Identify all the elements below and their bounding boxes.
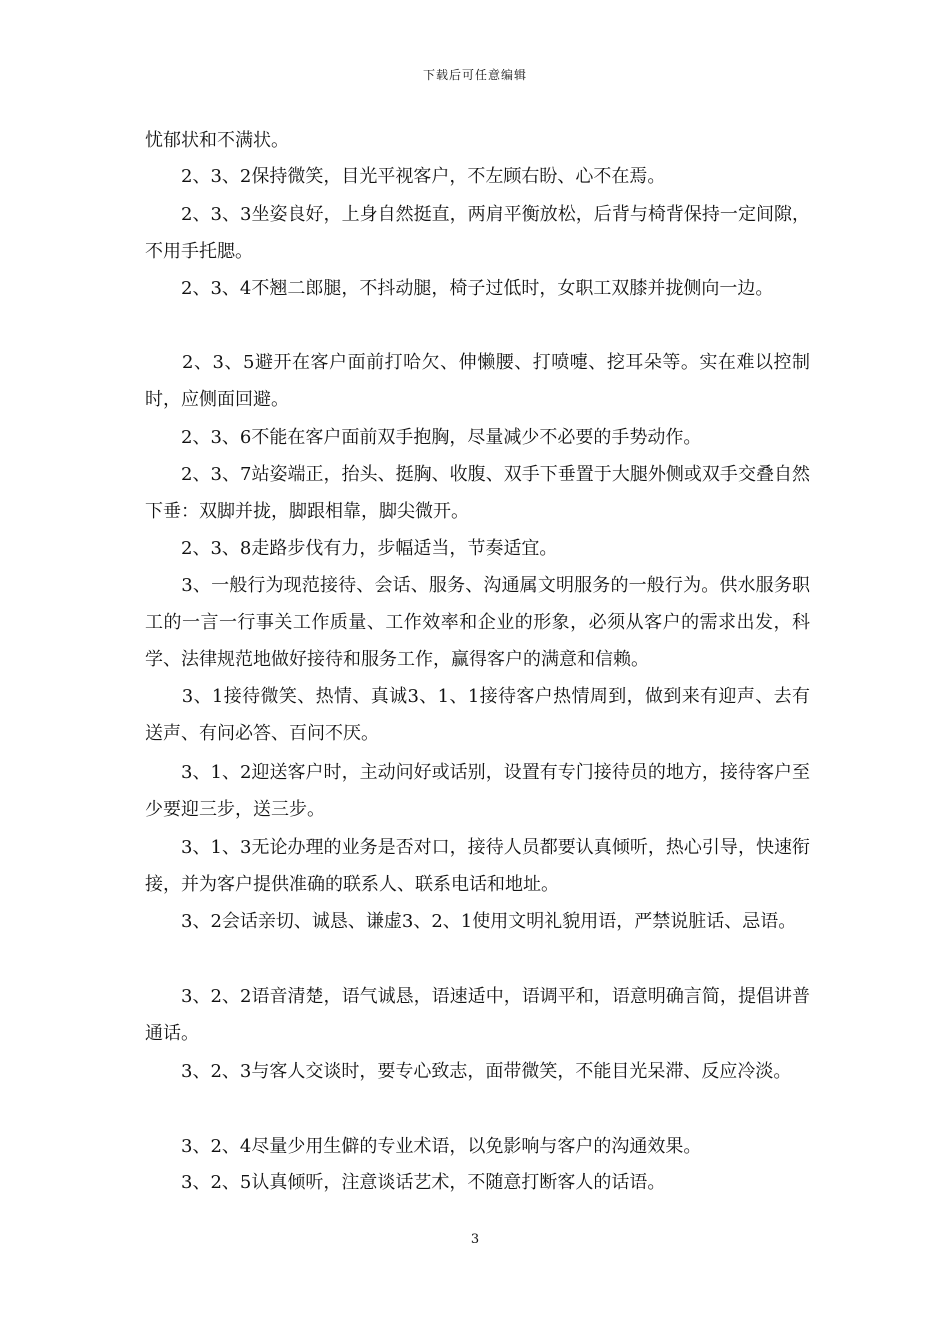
paragraph: 3、2、5认真倾听，注意谈话艺术，不随意打断客人的话语。 [145, 1172, 666, 1193]
paragraph: 2、3、3坐姿良好，上身自然挺直，两肩平衡放松，后背与椅背保持一定间隙，不用手托腮。 [145, 204, 810, 262]
paragraph: 2、3、4不翘二郎腿，不抖动腿，椅子过低时，女职工双膝并拢侧向一边。 [145, 278, 774, 299]
paragraph: 3、2会话亲切、诚恳、谦虚3、2、1使用文明礼貌用语，严禁说脏话、忌语。 [145, 911, 797, 932]
paragraph: 3、2、2语音清楚，语气诚恳，语速适中，语调平和，语意明确言简，提倡讲普通话。 [145, 986, 810, 1044]
paragraph: 忧郁状和不满状。 [145, 130, 289, 151]
paragraph: 2、3、2保持微笑，目光平视客户，不左顾右盼、心不在焉。 [145, 166, 666, 187]
page-number: 3 [470, 1232, 480, 1247]
paragraph: 2、3、7站姿端正，抬头、挺胸、收腹、双手下垂置于大腿外侧或双手交叠自然下垂：双脚并拢，脚跟相靠，脚尖微开。 [145, 464, 810, 522]
paragraph: 3、1接待微笑、热情、真诚3、1、1接待客户热情周到，做到来有迎声、去有送声、有问必答、百问不厌。 [145, 686, 810, 744]
paragraph: 3、2、4尽量少用生僻的专业术语，以免影响与客户的沟通效果。 [145, 1136, 702, 1157]
paragraph: 3、1、3无论办理的业务是否对口，接待人员都要认真倾听，热心引导，快速衔接，并为客户提供准确的联系人、联系电话和地址。 [145, 837, 810, 895]
paragraph: 3、一般行为现范接待、会话、服务、沟通属文明服务的一般行为。供水服务职工的一言一行事关工作质量、工作效率和企业的形象，必须从客户的需求出发，科学、法律规范地做好接待和服务工作，赢得客户的满意和信赖。 [145, 575, 810, 670]
paragraph: 2、3、6不能在客户面前双手抱胸，尽量减少不必要的手势动作。 [145, 427, 702, 448]
paragraph: 2、3、5避开在客户面前打哈欠、伸懒腰、打喷嚏、挖耳朵等。实在难以控制时，应侧面回避。 [145, 352, 810, 410]
paragraph: 2、3、8走路步伐有力，步幅适当，节奏适宜。 [145, 538, 558, 559]
paragraph: 3、1、2迎送客户时，主动问好或话别，设置有专门接待员的地方，接待客户至少要迎三步，送三步。 [145, 762, 810, 820]
paragraph: 3、2、3与客人交谈时，要专心致志，面带微笑，不能目光呆滞、反应冷淡。 [145, 1061, 792, 1082]
page-header: 下载后可任意编辑 [422, 68, 527, 82]
